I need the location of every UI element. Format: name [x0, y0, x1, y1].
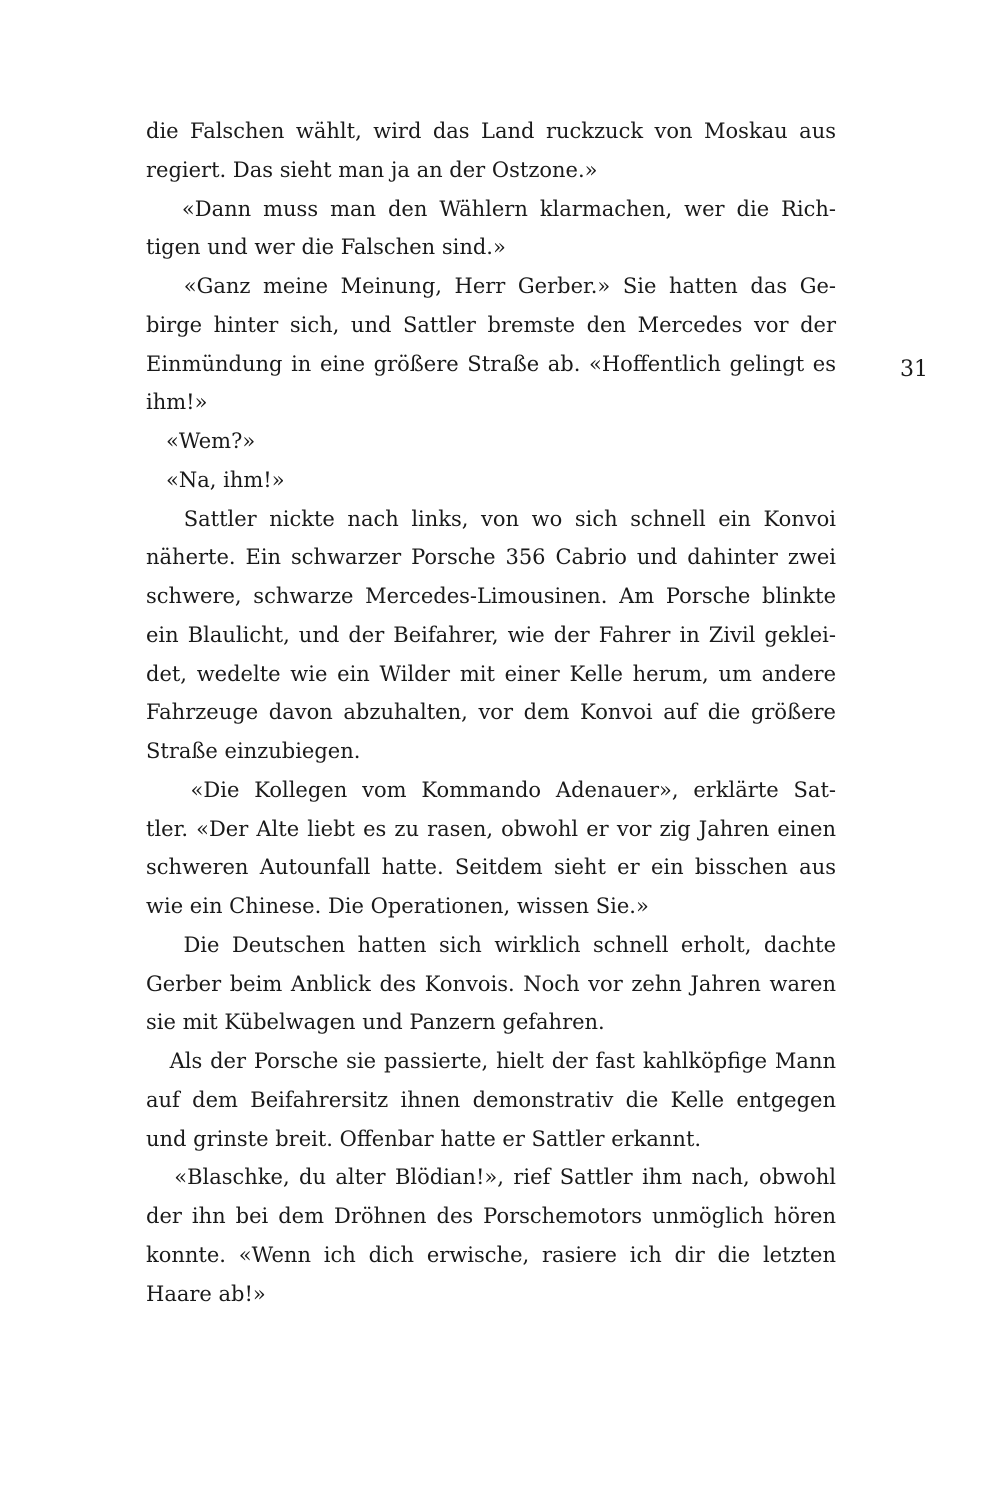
- text-line: ein Blaulicht, und der Beifahrer, wie der Fahrer in Zivil geklei-: [146, 622, 836, 647]
- text-line: Haare ab!»: [146, 1281, 266, 1306]
- text-line: «Die Kollegen vom Kommando Adenauer», erklärte Sat-: [146, 777, 836, 802]
- text-line: «Ganz meine Meinung, Herr Gerber.» Sie hatten das Ge-: [146, 274, 836, 298]
- text-line: «Blaschke, du alter Blödian!», rief Sattler ihm nach, obwohl: [146, 1165, 836, 1190]
- text-line: schweren Autounfall hatte. Seitdem sieht er ein bisschen aus: [146, 855, 836, 880]
- text-line: tler. «Der Alte liebt es zu rasen, obwohl er vor zig Jahren einen: [146, 816, 836, 841]
- text-line: «Dann muss man den Wählern klarmachen, wer die Rich-: [146, 196, 836, 221]
- text-line: konnte. «Wenn ich dich erwische, rasiere ich dir die letzten: [146, 1242, 836, 1267]
- text-line: «Wem?»: [146, 429, 256, 453]
- page-number: 31: [900, 357, 928, 382]
- text-line: wie ein Chinese. Die Operationen, wissen Sie.»: [146, 894, 649, 918]
- text-line: Sattler nickte nach links, von wo sich schnell ein Konvoi: [146, 506, 836, 531]
- body-text: [146, 112, 836, 1313]
- text-line: tigen und wer die Falschen sind.»: [146, 235, 506, 260]
- text-line: Als der Porsche sie passierte, hielt der fast kahlköpfige Mann: [146, 1049, 836, 1073]
- text-line: Einmündung in eine größere Straße ab. «Hoffentlich gelingt es: [146, 351, 836, 376]
- text-line: Die Deutschen hatten sich wirklich schnell erholt, dachte: [146, 932, 836, 957]
- text-line: sie mit Kübelwagen und Panzern gefahren.: [146, 1010, 605, 1035]
- text-line: «Na, ihm!»: [146, 467, 285, 492]
- text-line: Gerber beim Anblick des Konvois. Noch vor zehn Jahren waren: [146, 971, 836, 996]
- text-line: die Falschen wählt, wird das Land ruckzuck von Moskau aus: [146, 119, 836, 143]
- text-line: schwere, schwarze Mercedes-Limousinen. Am Porsche blinkte: [146, 584, 836, 608]
- text-line: näherte. Ein schwarzer Porsche 356 Cabrio und dahinter zwei: [146, 545, 836, 570]
- text-line: birge hinter sich, und Sattler bremste den Mercedes vor der: [146, 312, 836, 337]
- text-line: regiert. Das sieht man ja an der Ostzone.»: [146, 157, 598, 182]
- text-line: auf dem Beifahrersitz ihnen demonstrativ die Kelle entgegen: [146, 1087, 836, 1112]
- text-line: det, wedelte wie ein Wilder mit einer Kelle herum, um andere: [146, 661, 836, 686]
- text-line: der ihn bei dem Dröhnen des Porschemotors unmöglich hören: [146, 1204, 836, 1228]
- text-line: Straße einzubiegen.: [146, 739, 361, 763]
- text-line: und grinste breit. Offenbar hatte er Sattler erkannt.: [146, 1126, 702, 1151]
- text-line: Fahrzeuge davon abzuhalten, vor dem Konvoi auf die größere: [146, 700, 836, 725]
- text-line: ihm!»: [146, 390, 208, 415]
